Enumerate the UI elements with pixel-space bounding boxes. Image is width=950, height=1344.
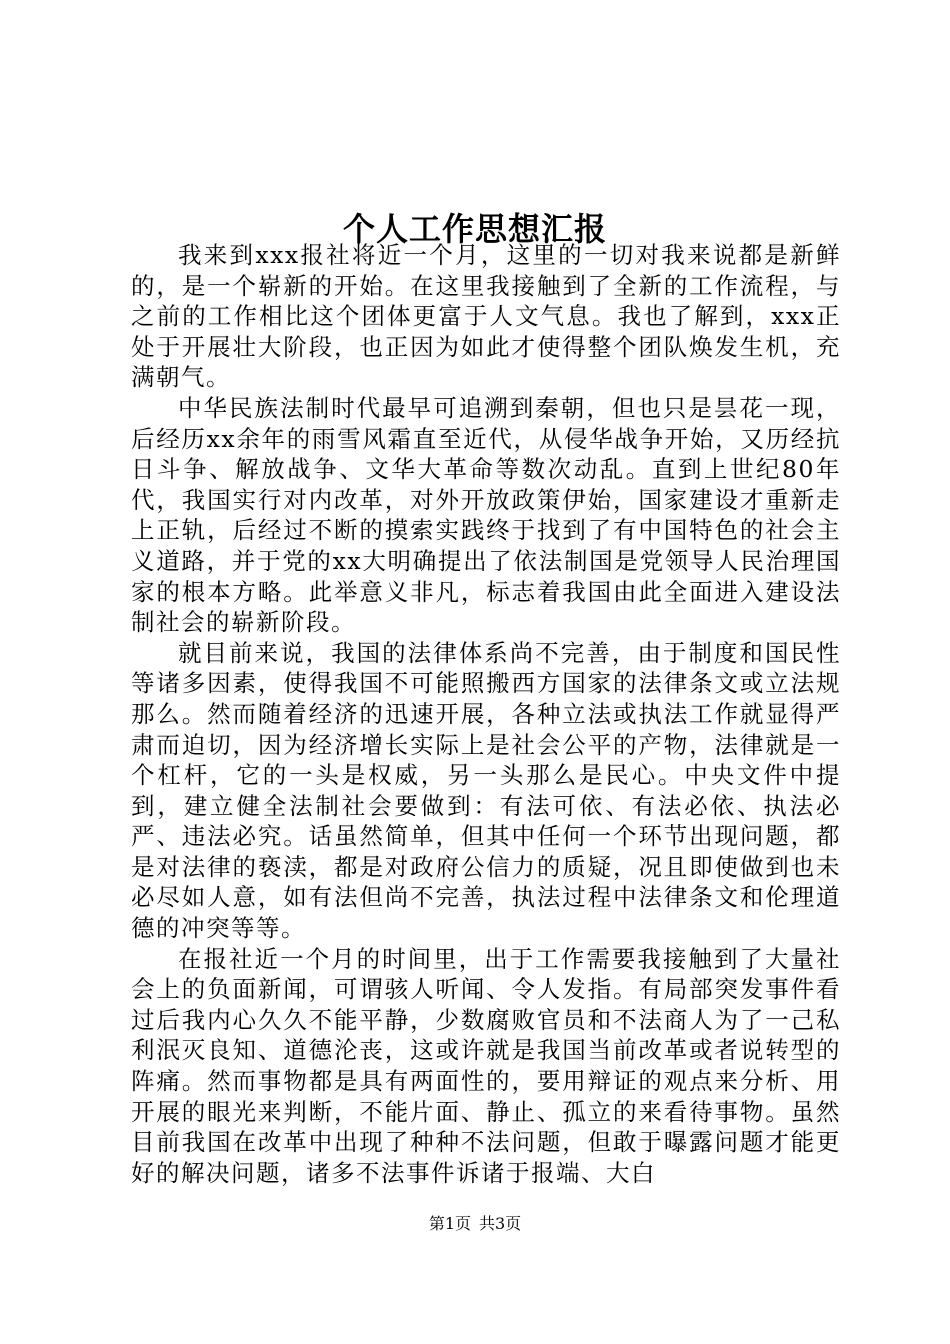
- document-title: 个人工作思想汇报: [342, 210, 607, 249]
- paragraph-3: 就目前来说，我国的法律体系尚不完善，由于制度和国民性等诸多因素，使得我国不可能照搬西方国家的法律条文或立法规那么。然而随着经济的迅速开展，各种立法或执法工作就显得严肃而迫切，因为经济增长实际上是社会公平的产物，法律就是一个杠杆，它的一头是权威，另一头那么是民心。中央文件中提到，建立健全法制社会要做到：有法可依、有法必依、执法必严、违法必究。话虽然简单，但其中任何一个环节出现问题，都是对法律的亵渎，都是对政府公信力的质疑，况且即使做到也未必尽如人意，如有法但尚不完善，执法过程中法律条文和伦理道德的冲突等等。: [131, 638, 841, 943]
- page-total: 共3页: [479, 1214, 522, 1233]
- document-body: [131, 240, 841, 1188]
- paragraph-1: 我来到xxx报社将近一个月，这里的一切对我来说都是新鲜的，是一个崭新的开始。在这里我接触到了全新的工作流程，与之前的工作相比这个团体更富于人文气息。我也了解到，xxx正处于开展壮大阶段，也正因为如此才使得整个团队焕发生机，充满朝气。: [131, 241, 841, 392]
- paragraph-4: 在报社近一个月的时间里，出于工作需要我接触到了大量社会上的负面新闻，可谓骇人听闻、令人发指。有局部突发事件看过后我内心久久不能平静，少数腐败官员和不法商人为了一己私利泯灭良知、道德沦丧，这或许就是我国当前改革或者说转型的阵痛。然而事物都是具有两面性的，要用辩证的观点来分析、用开展的眼光来判断，不能片面、静止、孤立的来看待事物。虽然目前我国在改革中出现了种种不法问题，但敢于曝露问题才能更好的解决问题，诸多不法事件诉诸于报端、大白: [131, 944, 841, 1187]
- page-footer: [0, 1213, 950, 1235]
- page-number: 第1页: [428, 1214, 471, 1233]
- paragraph-2: 中华民族法制时代最早可追溯到秦朝，但也只是昙花一现，后经历xx余年的雨雪风霜直至近代，从侵华战争开始，又历经抗日斗争、解放战争、文华大革命等数次动乱。直到上世纪80年代，我国实行对内改革，对外开放政策伊始，国家建设才重新走上正轨，后经过不断的摸索实践终于找到了有中国特色的社会主义道路，并于党的xx大明确提出了依法制国是党领导人民治理国家的根本方略。此举意义非凡，标志着我国由此全面进入建设法制社会的崭新阶段。: [131, 393, 841, 637]
